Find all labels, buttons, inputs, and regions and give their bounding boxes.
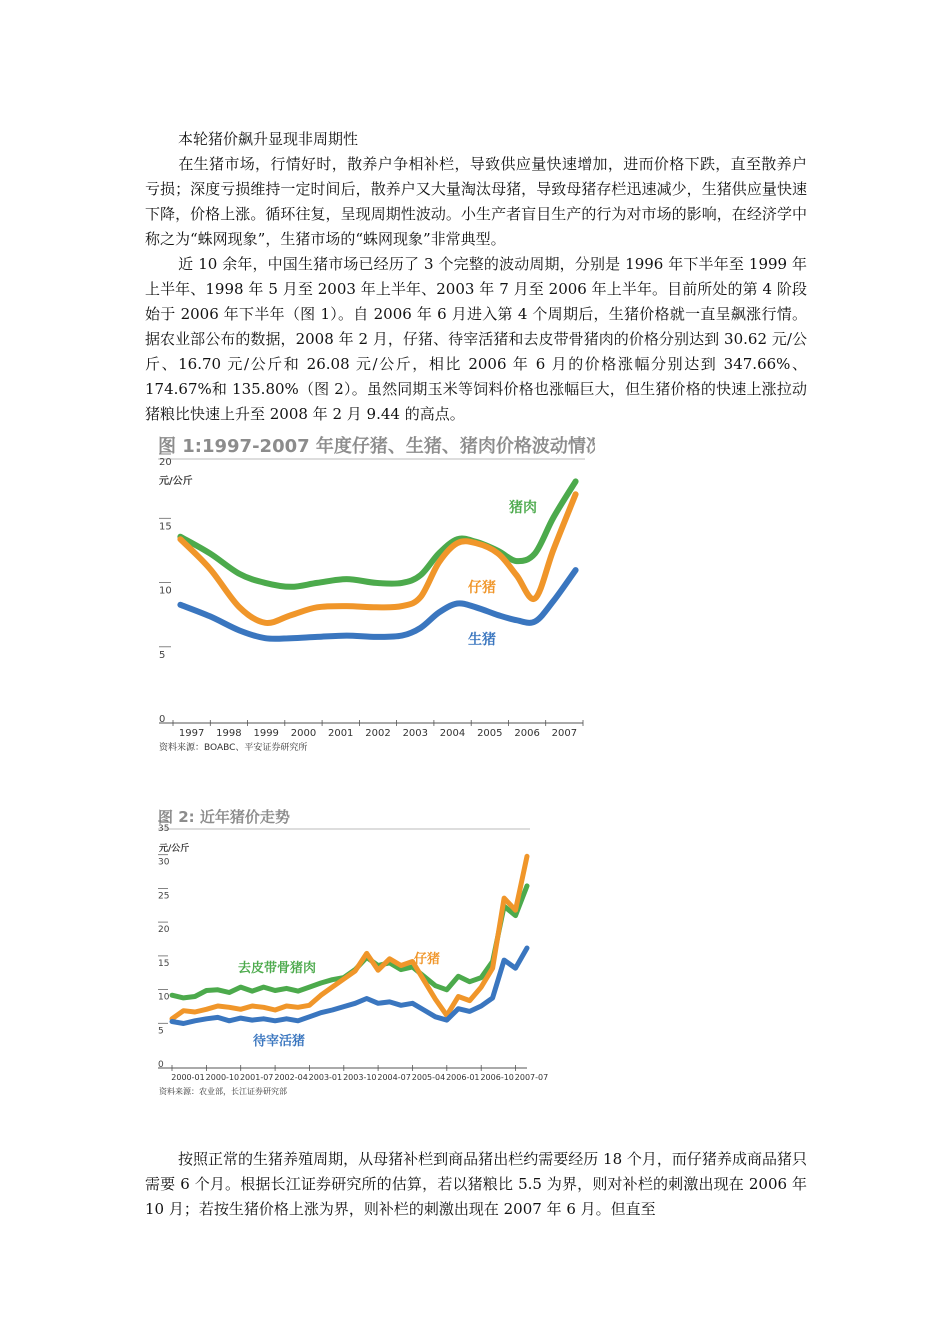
figure-1-x-tick-label: 1999 <box>253 728 279 739</box>
figure-1-y-tick-label: 5 <box>159 649 166 661</box>
figure-2-title: 图 2: 近年猪价走势 <box>158 808 290 826</box>
figure-1-series-label-2: 生猪 <box>468 632 496 648</box>
paragraph-1 <box>145 152 807 252</box>
figure-2-series-label-0: 去皮带骨猪肉 <box>237 961 317 976</box>
figure-1 <box>155 432 595 766</box>
figure-2-x-tick-label: 2006-01 <box>446 1073 480 1082</box>
figure-2-y-axis <box>158 821 170 1070</box>
figure-1-x-tick-label: 2000 <box>290 728 317 739</box>
figure-2-x-tick-label: 2002-04 <box>274 1073 308 1082</box>
figure-2-series-label-2: 待宰活猪 <box>252 1034 306 1049</box>
figure-1-x-tick-label: 1997 <box>178 728 205 739</box>
figure-2-y-tick-label: 15 <box>158 958 170 969</box>
figure-2-y-tick-label: 35 <box>158 824 170 834</box>
figure-1-y-tick-label: 0 <box>159 714 166 725</box>
figure-2-x-tick-label: 2005-04 <box>411 1073 446 1082</box>
figure-2-source: 资料来源：农业部，长江证券研究部 <box>159 1087 287 1096</box>
figure-2-y-tick-label: 30 <box>158 857 170 868</box>
figure-2-x-tick-label: 2003-01 <box>308 1073 343 1082</box>
figure-1-x-tick-label: 2002 <box>365 728 391 739</box>
figure-1-x-tick-label: 2003 <box>402 728 429 739</box>
figure-1-x-tick-label: 1998 <box>216 728 242 739</box>
figure-1-x-tick-label: 2006 <box>514 728 540 739</box>
paragraph-3 <box>145 1147 807 1222</box>
figure-1-y-tick-label: 10 <box>159 585 172 597</box>
figure-1-title: 图 1:1997-2007 年度仔猪、生猪、猪肉价格波动情况 <box>158 436 595 457</box>
figure-1-x-tick-label: 2005 <box>477 728 503 739</box>
figure-1-y-tick-label: 20 <box>159 457 172 468</box>
figure-1-x-tick-label: 2004 <box>439 728 466 739</box>
figure-1-series-label-1: 仔猪 <box>468 580 496 596</box>
figure-1-y-axis <box>159 454 172 725</box>
figure-2-x-tick-label: 2007-07 <box>514 1073 549 1082</box>
figure-2-y-tick-label: 5 <box>158 1026 164 1037</box>
figure-2-series-label-1: 仔猪 <box>413 952 441 967</box>
figure-2 <box>155 802 555 1106</box>
section-heading: 本轮猪价飙升显现非周期性 <box>178 130 359 148</box>
figure-1-series-labels <box>468 499 537 648</box>
figure-2-unit-label: 元/公斤 <box>159 844 190 854</box>
figure-2-series-line-0 <box>172 886 527 998</box>
paragraph-2 <box>145 252 807 427</box>
figure-2-y-tick-label: 25 <box>158 891 170 902</box>
paragraph-1-text: 在生猪市场，行情好时，散养户争相补栏，导致供应量快速增加，进而价格下跌，直至散养户亏损；深度亏损维持一定时间后，散养户又大量淘汰母猪，导致母猪存栏迅速减少，生猪供应量快速下降，价格上涨。循环往复，呈现周期性波动。小生产者盲目生产的行为对市场的影响，在经济学中称之为“蛛网现象”，生猪市场的“蛛网现象”非常典型。 <box>145 155 807 248</box>
figure-1-chart <box>155 432 595 762</box>
figure-1-series-label-0: 猪肉 <box>509 500 537 516</box>
figure-2-y-tick-label: 20 <box>158 925 170 936</box>
figure-2-x-tick-label: 2000-10 <box>205 1073 240 1082</box>
figure-2-y-tick-label: 0 <box>158 1060 164 1070</box>
figure-2-y-tick-label: 10 <box>158 992 170 1003</box>
figure-2-x-tick-label: 2001-07 <box>239 1073 274 1082</box>
figure-2-plot-area <box>172 856 527 1023</box>
figure-2-x-tick-label: 2006-10 <box>480 1073 514 1082</box>
figure-2-x-tick-label: 2000-01 <box>171 1073 205 1082</box>
figure-1-x-axis <box>159 720 583 739</box>
figure-2-x-tick-label: 2003-10 <box>343 1073 377 1082</box>
figure-2-series-line-2 <box>172 948 527 1024</box>
figure-1-source: 资料来源：BOABC、平安证券研究所 <box>159 743 308 753</box>
figure-2-series-line-1 <box>172 856 527 1019</box>
figure-1-x-tick-label: 2001 <box>327 728 354 739</box>
figure-2-x-axis <box>158 1065 548 1082</box>
figure-2-chart <box>155 802 555 1102</box>
paragraph-3-text: 按照正常的生猪养殖周期，从母猪补栏到商品猪出栏约需要经历 18 个月，而仔猪养成商品猪只需要 6 个月。根据长江证券研究所的估算，若以猪粮比 5.5 为界，则对补栏的刺激出现在 2006 年 10 月；若按生猪价格上涨为界，则补栏的刺激出现在 2007 年 6 月。但直至 <box>145 1150 807 1218</box>
figure-2-x-tick-label: 2004-07 <box>377 1073 411 1082</box>
paragraph-2-text: 近 10 余年，中国生猪市场已经历了 3 个完整的波动周期，分别是 1996 年下半年至 1999 年上半年、1998 年 5 月至 2003 年上半年、2003 年 7 月至 2006 年上半年。目前所处的第 4 阶段始于 2006 年下半年（图 1）。自 2006 年 6 月进入第 4 个周期后，生猪价格就一直呈飙涨行情。据农业部公布的数据，2008 年 2 月，仔猪、待宰活猪和去皮带骨猪肉的价格分别达到 30.62 元/公斤、16.70 元/公斤和 26.08 元/公斤，相比 2006 年 6 月的价格涨幅分别达到 347.66%、174.67%和 135.80%（图 2）。虽然同期玉米等饲料价格也涨幅巨大，但生猪价格的快速上涨拉动猪粮比快速上升至 2008 年 2 月 9.44 的高点。 <box>145 255 807 423</box>
figure-1-x-tick-label: 2007 <box>551 728 578 739</box>
figure-1-unit-label: 元/公斤 <box>159 476 193 487</box>
figure-1-y-tick-label: 15 <box>159 521 172 533</box>
